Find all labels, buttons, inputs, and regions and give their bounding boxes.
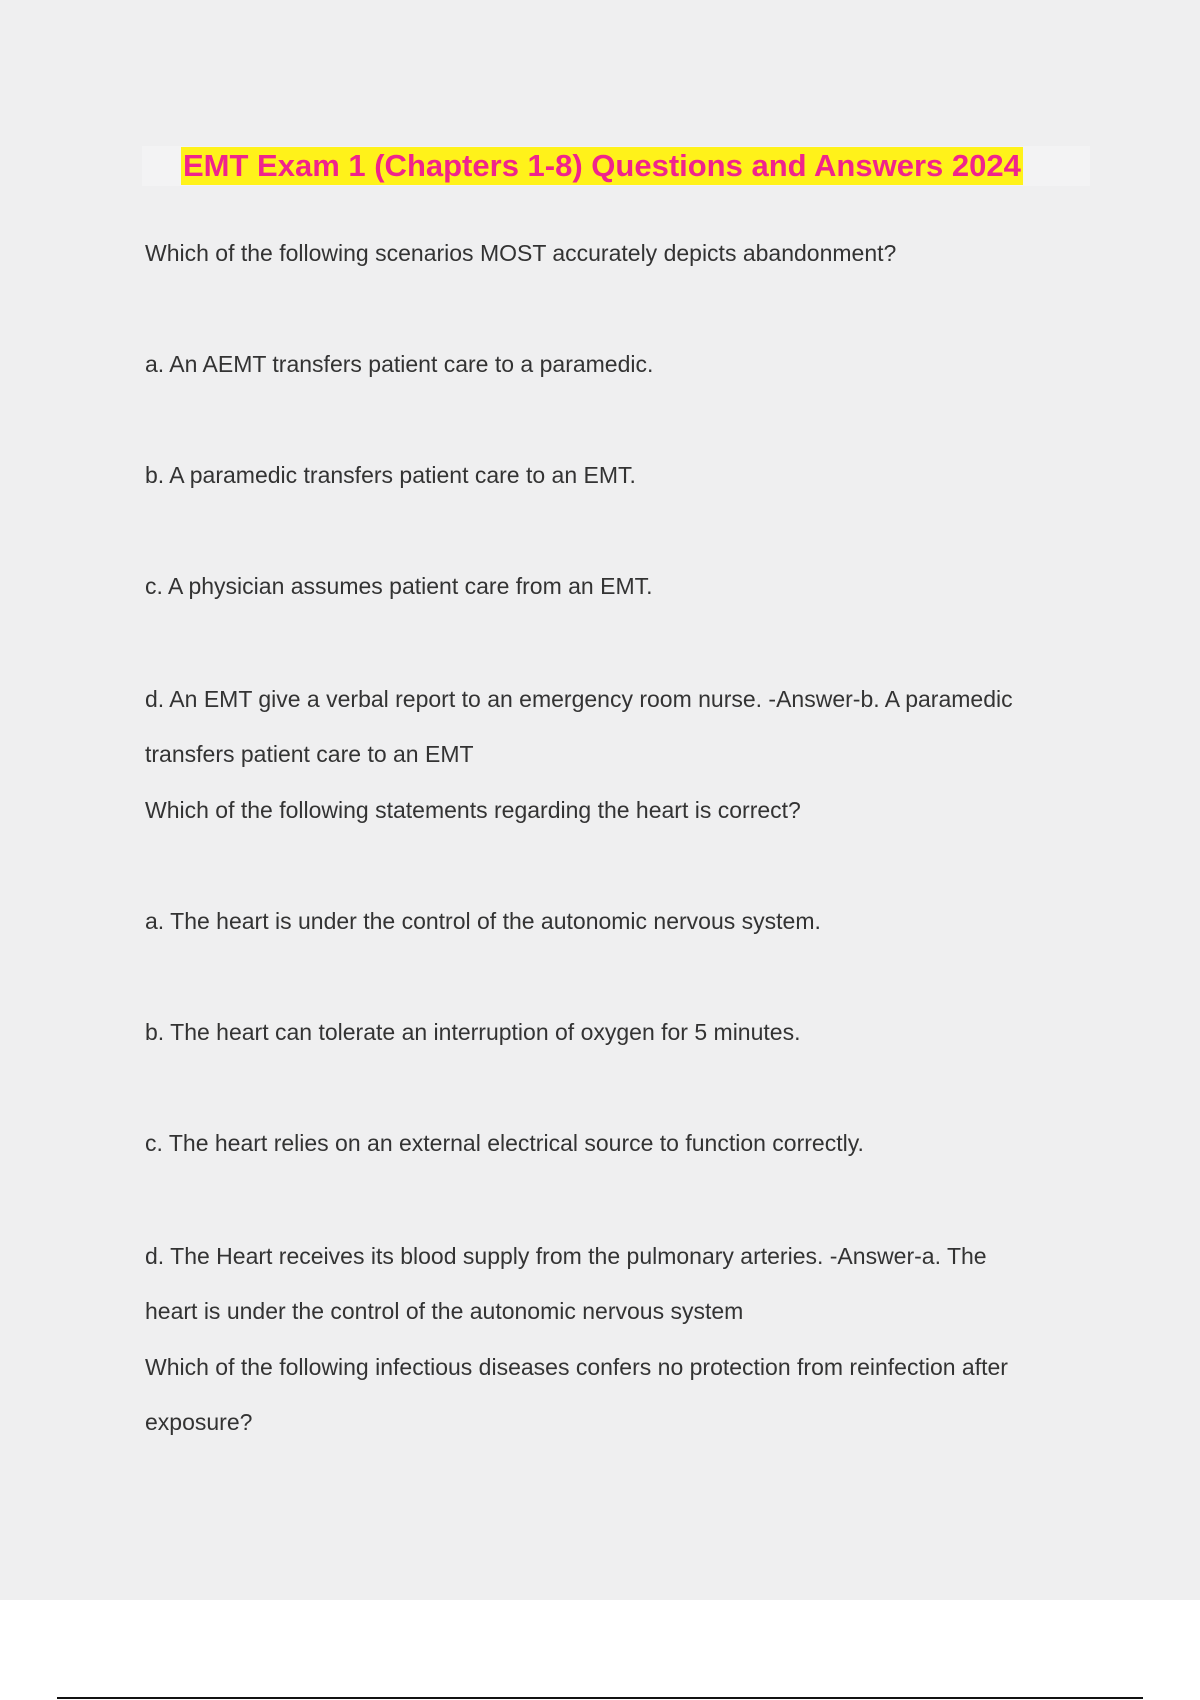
question-1: Which of the following scenarios MOST accurately depicts abandonment? <box>145 240 897 266</box>
question-2-option-b: b. The heart can tolerate an interruption of oxygen for 5 minutes. <box>145 1019 801 1045</box>
question-2-option-a: a. The heart is under the control of the autonomic nervous system. <box>145 908 821 934</box>
question-1-option-a: a. An AEMT transfers patient care to a paramedic. <box>145 351 654 377</box>
document-title: EMT Exam 1 (Chapters 1-8) Questions and Answers 2024 <box>183 148 1021 183</box>
footer-rule <box>57 1697 1143 1699</box>
question-1-option-d: d. An EMT give a verbal report to an emergency room nurse. -Answer-b. A paramedic <box>145 686 1013 712</box>
question-1-option-b: b. A paramedic transfers patient care to an EMT. <box>145 462 636 488</box>
question-1-option-c: c. A physician assumes patient care from an EMT. <box>145 573 653 599</box>
question-2-answer: heart is under the control of the autonomic nervous system <box>145 1298 744 1324</box>
question-2-option-d: d. The Heart receives its blood supply from the pulmonary arteries. -Answer-a. The <box>145 1243 987 1269</box>
question-1-answer: transfers patient care to an EMT <box>145 741 474 767</box>
question-3: Which of the following infectious diseases confers no protection from reinfection after <box>145 1354 1008 1380</box>
question-2: Which of the following statements regarding the heart is correct? <box>145 797 801 823</box>
question-2-option-c: c. The heart relies on an external electrical source to function correctly. <box>145 1130 864 1156</box>
question-3-continued: exposure? <box>145 1409 253 1435</box>
